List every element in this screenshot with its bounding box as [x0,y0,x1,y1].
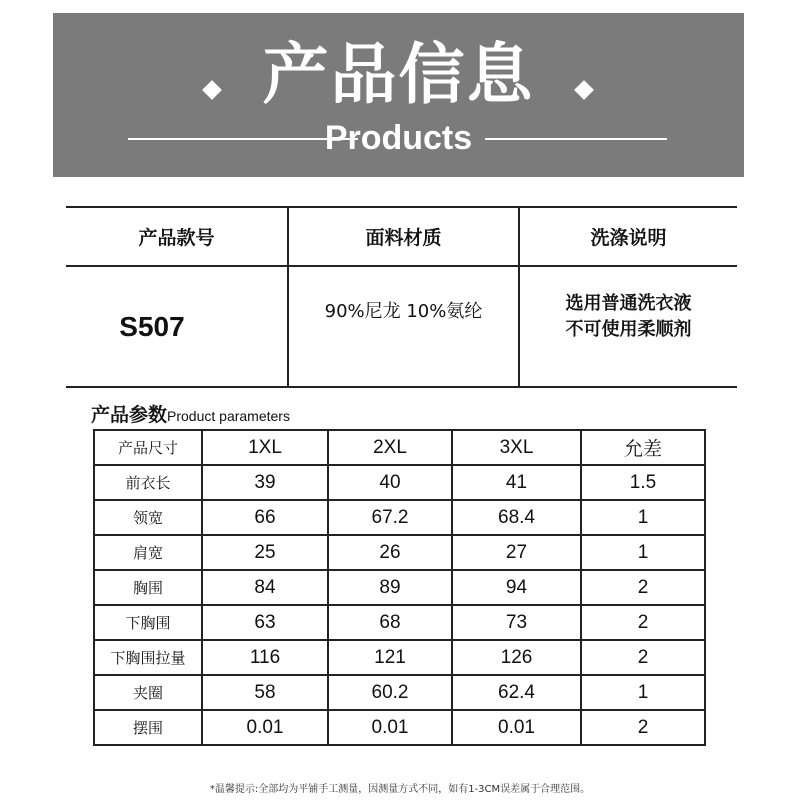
info-border-bottom [66,386,737,388]
product-info-table [66,206,737,388]
measurement-cell: 0.01 [202,710,328,745]
measurement-cell: 121 [328,640,452,675]
tolerance-cell: 2 [581,605,705,640]
table-row [94,605,705,640]
params-title-en: Product parameters [167,408,290,424]
model-number: S507 [119,310,185,342]
measurement-cell: 41 [452,465,581,500]
measurement-cell: 94 [452,570,581,605]
row-label: 下胸围拉量 [94,640,202,675]
wash-line-2: 不可使用柔顺剂 [565,319,692,340]
banner-subtitle: Products [324,119,473,157]
measurement-cell: 40 [328,465,452,500]
info-header-fabric: 面料材质 [365,226,442,249]
tolerance-cell: 1 [581,675,705,710]
measurement-cell: 60.2 [328,675,452,710]
measurement-cell: 63 [202,605,328,640]
header-size-label: 产品尺寸 [94,430,202,465]
banner-title: 产品信息 [262,36,535,113]
measurement-cell: 89 [328,570,452,605]
measurement-cell: 68.4 [452,500,581,535]
header-size-1xl: 1XL [202,430,328,465]
measurement-cell: 62.4 [452,675,581,710]
info-header-wash: 洗涤说明 [590,226,667,249]
tolerance-cell: 1.5 [581,465,705,500]
row-label: 肩宽 [94,535,202,570]
info-header-model: 产品款号 [138,226,215,249]
measurement-cell: 67.2 [328,500,452,535]
measurement-cell: 26 [328,535,452,570]
params-title-cn: 产品参数 [91,404,168,426]
divider-right [485,138,667,140]
measurement-cell: 126 [452,640,581,675]
table-row [94,710,705,745]
wash-line-1: 选用普通洗衣液 [565,293,692,314]
header-size-2xl: 2XL [328,430,452,465]
measurement-cell: 39 [202,465,328,500]
wash-instructions [520,267,737,367]
fabric-value: 90%尼龙 10%氨纶 [324,301,483,322]
measurement-cell: 116 [202,640,328,675]
row-label: 下胸围 [94,605,202,640]
measurement-cell: 25 [202,535,328,570]
tolerance-cell: 1 [581,500,705,535]
row-label: 胸围 [94,570,202,605]
table-row [94,535,705,570]
measurement-cell: 58 [202,675,328,710]
header-tolerance: 允差 [581,430,705,465]
measurement-cell: 66 [202,500,328,535]
size-parameters-table [93,429,706,746]
measurement-cell: 73 [452,605,581,640]
measurement-cell: 84 [202,570,328,605]
row-label: 领宽 [94,500,202,535]
table-row [94,570,705,605]
tolerance-cell: 1 [581,535,705,570]
table-row [94,640,705,675]
header-size-3xl: 3XL [452,430,581,465]
measurement-cell: 27 [452,535,581,570]
table-row [94,500,705,535]
measurement-cell: 0.01 [328,710,452,745]
table-row [94,465,705,500]
header-banner [53,13,744,177]
table-header-row [94,430,705,465]
row-label: 摆围 [94,710,202,745]
row-label: 前衣长 [94,465,202,500]
measurement-note: *温馨提示:全部均为平铺手工测量，因测量方式不同，如有1-3CM误差属于合理范围。 [209,784,591,795]
tolerance-cell: 2 [581,640,705,675]
row-label: 夹圈 [94,675,202,710]
measurement-cell: 68 [328,605,452,640]
measurement-cell: 0.01 [452,710,581,745]
tolerance-cell: 2 [581,710,705,745]
tolerance-cell: 2 [581,570,705,605]
params-title [91,400,290,427]
table-row [94,675,705,710]
